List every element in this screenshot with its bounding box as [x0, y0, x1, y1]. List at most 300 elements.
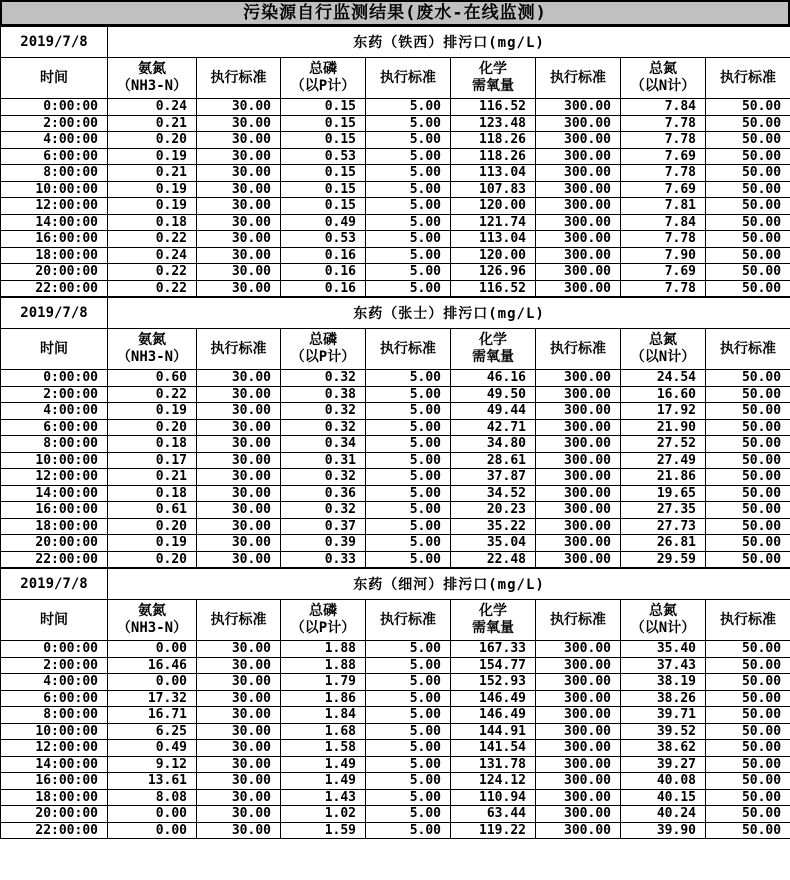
table-row: [1, 264, 790, 281]
cell-value: 107.83: [451, 181, 536, 198]
cell-value: 300.00: [536, 386, 621, 403]
col-header-line1: 总氮: [649, 332, 677, 348]
cell-value: 30.00: [197, 214, 281, 231]
col-header-line1: 执行标准: [210, 69, 267, 86]
cell-value: 300.00: [536, 707, 621, 724]
col-header-line2: （以N计）: [630, 349, 696, 365]
section-header-row: [1, 569, 790, 600]
cell-value: 50.00: [706, 502, 790, 519]
section-table-3: [0, 568, 790, 839]
cell-value: 1.84: [281, 707, 366, 724]
col-header-line1: 时间: [40, 69, 68, 86]
col-header-line2: （以N计）: [630, 620, 696, 636]
cell-value: 30.00: [197, 773, 281, 790]
cell-value: 5.00: [366, 214, 451, 231]
cell-value: 300.00: [536, 723, 621, 740]
cell-value: 0.15: [281, 198, 366, 215]
col-header-line2: （以P计）: [290, 620, 356, 636]
table-row: [1, 518, 790, 535]
cell-value: 20.23: [451, 502, 536, 519]
cell-value: 30.00: [197, 502, 281, 519]
cell-time: 8:00:00: [1, 165, 108, 182]
cell-value: 0.22: [108, 280, 197, 297]
cell-value: 30.00: [197, 822, 281, 839]
cell-time: 4:00:00: [1, 132, 108, 149]
cell-value: 5.00: [366, 198, 451, 215]
table-row: [1, 452, 790, 469]
col-header-line2: 需氧量: [472, 349, 514, 365]
table-row: [1, 535, 790, 552]
cell-value: 0.21: [108, 115, 197, 132]
col-header-3: [197, 600, 281, 641]
cell-value: 300.00: [536, 535, 621, 552]
report-title: 污染源自行监测结果(废水-在线监测): [0, 0, 790, 26]
cell-time: 18:00:00: [1, 518, 108, 535]
cell-value: 30.00: [197, 789, 281, 806]
cell-value: 5.00: [366, 551, 451, 568]
cell-value: 0.32: [281, 419, 366, 436]
cell-value: 0.39: [281, 535, 366, 552]
cell-value: 40.15: [621, 789, 706, 806]
col-header-line2: （NH3-N）: [116, 349, 188, 365]
cell-value: 1.02: [281, 806, 366, 823]
outlet-title: 东药（细河）排污口(mg/L): [108, 569, 790, 600]
cell-value: 30.00: [197, 165, 281, 182]
cell-value: 300.00: [536, 115, 621, 132]
cell-value: 50.00: [706, 370, 790, 387]
cell-value: 22.48: [451, 551, 536, 568]
cell-value: 9.12: [108, 756, 197, 773]
cell-value: 0.32: [281, 502, 366, 519]
cell-value: 42.71: [451, 419, 536, 436]
cell-value: 30.00: [197, 264, 281, 281]
table-row: [1, 386, 790, 403]
cell-value: 300.00: [536, 181, 621, 198]
cell-value: 300.00: [536, 99, 621, 116]
table-row: [1, 485, 790, 502]
column-header-row: [1, 58, 790, 99]
cell-value: 5.00: [366, 535, 451, 552]
cell-value: 37.43: [621, 657, 706, 674]
cell-value: 0.19: [108, 535, 197, 552]
cell-value: 29.59: [621, 551, 706, 568]
cell-value: 5.00: [366, 822, 451, 839]
cell-value: 5.00: [366, 148, 451, 165]
cell-value: 300.00: [536, 485, 621, 502]
cell-time: 6:00:00: [1, 690, 108, 707]
cell-time: 10:00:00: [1, 723, 108, 740]
cell-value: 6.25: [108, 723, 197, 740]
cell-value: 50.00: [706, 247, 790, 264]
cell-value: 141.54: [451, 740, 536, 757]
cell-value: 37.87: [451, 469, 536, 486]
cell-time: 12:00:00: [1, 198, 108, 215]
cell-value: 5.00: [366, 469, 451, 486]
cell-value: 1.59: [281, 822, 366, 839]
section-table-1: [0, 26, 790, 297]
cell-value: 5.00: [366, 707, 451, 724]
cell-value: 50.00: [706, 165, 790, 182]
cell-time: 2:00:00: [1, 115, 108, 132]
cell-value: 7.78: [621, 115, 706, 132]
report-sections: [0, 26, 790, 839]
cell-value: 118.26: [451, 148, 536, 165]
cell-value: 50.00: [706, 115, 790, 132]
col-header-7: [536, 329, 621, 370]
cell-time: 12:00:00: [1, 740, 108, 757]
cell-value: 50.00: [706, 690, 790, 707]
cell-value: 124.12: [451, 773, 536, 790]
cell-value: 0.20: [108, 551, 197, 568]
col-header-6: [451, 58, 536, 99]
cell-value: 5.00: [366, 181, 451, 198]
cell-time: 2:00:00: [1, 386, 108, 403]
cell-value: 5.00: [366, 485, 451, 502]
cell-value: 38.26: [621, 690, 706, 707]
col-header-2: [108, 600, 197, 641]
table-row: [1, 674, 790, 691]
cell-value: 0.22: [108, 264, 197, 281]
cell-time: 22:00:00: [1, 822, 108, 839]
table-row: [1, 99, 790, 116]
cell-value: 50.00: [706, 740, 790, 757]
cell-value: 300.00: [536, 436, 621, 453]
col-header-line2: （以N计）: [630, 78, 696, 94]
cell-value: 50.00: [706, 280, 790, 297]
cell-value: 5.00: [366, 452, 451, 469]
col-header-7: [536, 600, 621, 641]
cell-time: 8:00:00: [1, 707, 108, 724]
cell-value: 300.00: [536, 674, 621, 691]
table-row: [1, 403, 790, 420]
table-row: [1, 181, 790, 198]
cell-value: 30.00: [197, 231, 281, 248]
cell-value: 50.00: [706, 181, 790, 198]
cell-value: 300.00: [536, 657, 621, 674]
col-header-line1: 执行标准: [380, 340, 436, 357]
section-header-row: [1, 27, 790, 58]
col-header-line2: （以P计）: [290, 78, 356, 94]
col-header-line1: 总氮: [649, 61, 677, 77]
cell-value: 30.00: [197, 132, 281, 149]
cell-value: 5.00: [366, 657, 451, 674]
col-header-1: [1, 329, 108, 370]
cell-value: 30.00: [197, 723, 281, 740]
cell-value: 300.00: [536, 132, 621, 149]
cell-value: 0.38: [281, 386, 366, 403]
cell-value: 123.48: [451, 115, 536, 132]
cell-value: 17.92: [621, 403, 706, 420]
col-header-line1: 时间: [40, 340, 68, 357]
cell-time: 18:00:00: [1, 789, 108, 806]
cell-value: 50.00: [706, 641, 790, 658]
col-header-1: [1, 58, 108, 99]
table-row: [1, 214, 790, 231]
date-cell: 2019/7/8: [1, 27, 108, 58]
cell-value: 50.00: [706, 789, 790, 806]
cell-value: 40.24: [621, 806, 706, 823]
cell-value: 30.00: [197, 419, 281, 436]
cell-value: 300.00: [536, 740, 621, 757]
cell-value: 30.00: [197, 436, 281, 453]
cell-value: 30.00: [197, 657, 281, 674]
col-header-line2: 需氧量: [472, 620, 514, 636]
cell-value: 0.53: [281, 231, 366, 248]
cell-value: 300.00: [536, 247, 621, 264]
cell-value: 50.00: [706, 723, 790, 740]
cell-value: 50.00: [706, 132, 790, 149]
cell-time: 6:00:00: [1, 148, 108, 165]
cell-value: 0.16: [281, 247, 366, 264]
cell-value: 300.00: [536, 756, 621, 773]
cell-time: 14:00:00: [1, 214, 108, 231]
cell-value: 1.88: [281, 641, 366, 658]
section-table-2: [0, 297, 790, 568]
col-header-2: [108, 329, 197, 370]
cell-value: 30.00: [197, 756, 281, 773]
cell-value: 50.00: [706, 469, 790, 486]
cell-value: 0.19: [108, 198, 197, 215]
cell-value: 27.35: [621, 502, 706, 519]
cell-value: 16.46: [108, 657, 197, 674]
cell-value: 300.00: [536, 551, 621, 568]
cell-value: 30.00: [197, 386, 281, 403]
table-row: [1, 707, 790, 724]
cell-value: 30.00: [197, 518, 281, 535]
cell-value: 26.81: [621, 535, 706, 552]
cell-value: 30.00: [197, 641, 281, 658]
cell-value: 0.19: [108, 148, 197, 165]
table-row: [1, 773, 790, 790]
col-header-line1: 氨氮: [138, 603, 166, 619]
cell-value: 116.52: [451, 99, 536, 116]
cell-value: 7.69: [621, 264, 706, 281]
cell-value: 7.84: [621, 214, 706, 231]
cell-value: 8.08: [108, 789, 197, 806]
cell-value: 40.08: [621, 773, 706, 790]
cell-value: 5.00: [366, 518, 451, 535]
cell-value: 30.00: [197, 469, 281, 486]
cell-time: 8:00:00: [1, 436, 108, 453]
cell-value: 110.94: [451, 789, 536, 806]
cell-value: 50.00: [706, 214, 790, 231]
cell-value: 30.00: [197, 707, 281, 724]
col-header-4: [281, 58, 366, 99]
cell-value: 30.00: [197, 115, 281, 132]
cell-value: 0.15: [281, 181, 366, 198]
cell-value: 0.61: [108, 502, 197, 519]
outlet-title: 东药（铁西）排污口(mg/L): [108, 27, 790, 58]
cell-value: 50.00: [706, 264, 790, 281]
table-row: [1, 756, 790, 773]
cell-value: 131.78: [451, 756, 536, 773]
cell-value: 50.00: [706, 485, 790, 502]
table-row: [1, 641, 790, 658]
cell-value: 0.16: [281, 264, 366, 281]
cell-value: 34.52: [451, 485, 536, 502]
cell-value: 39.52: [621, 723, 706, 740]
col-header-line1: 执行标准: [720, 611, 777, 628]
cell-time: 0:00:00: [1, 99, 108, 116]
cell-time: 4:00:00: [1, 674, 108, 691]
cell-value: 13.61: [108, 773, 197, 790]
cell-value: 1.49: [281, 756, 366, 773]
cell-value: 113.04: [451, 165, 536, 182]
cell-value: 300.00: [536, 148, 621, 165]
cell-time: 6:00:00: [1, 419, 108, 436]
col-header-line1: 总磷: [309, 61, 337, 77]
cell-value: 300.00: [536, 198, 621, 215]
col-header-4: [281, 600, 366, 641]
col-header-6: [451, 600, 536, 641]
cell-value: 50.00: [706, 822, 790, 839]
cell-value: 0.32: [281, 370, 366, 387]
cell-value: 5.00: [366, 132, 451, 149]
col-header-line1: 总磷: [309, 332, 337, 348]
cell-time: 20:00:00: [1, 264, 108, 281]
cell-value: 5.00: [366, 436, 451, 453]
cell-value: 5.00: [366, 690, 451, 707]
cell-value: 30.00: [197, 485, 281, 502]
cell-value: 300.00: [536, 773, 621, 790]
cell-value: 39.90: [621, 822, 706, 839]
cell-value: 39.27: [621, 756, 706, 773]
column-header-row: [1, 329, 790, 370]
cell-value: 5.00: [366, 419, 451, 436]
table-row: [1, 806, 790, 823]
cell-value: 16.60: [621, 386, 706, 403]
cell-time: 20:00:00: [1, 535, 108, 552]
cell-time: 14:00:00: [1, 485, 108, 502]
cell-time: 18:00:00: [1, 247, 108, 264]
cell-value: 300.00: [536, 165, 621, 182]
col-header-line2: （NH3-N）: [116, 78, 188, 94]
cell-value: 300.00: [536, 690, 621, 707]
cell-value: 30.00: [197, 403, 281, 420]
cell-value: 121.74: [451, 214, 536, 231]
cell-time: 0:00:00: [1, 641, 108, 658]
table-row: [1, 551, 790, 568]
cell-value: 5.00: [366, 789, 451, 806]
cell-value: 300.00: [536, 231, 621, 248]
cell-value: 300.00: [536, 518, 621, 535]
cell-value: 300.00: [536, 789, 621, 806]
cell-value: 30.00: [197, 551, 281, 568]
col-header-line1: 执行标准: [210, 340, 267, 357]
cell-value: 5.00: [366, 740, 451, 757]
col-header-line1: 执行标准: [550, 69, 606, 86]
cell-value: 34.80: [451, 436, 536, 453]
cell-value: 27.73: [621, 518, 706, 535]
table-row: [1, 231, 790, 248]
cell-value: 0.21: [108, 165, 197, 182]
cell-value: 120.00: [451, 247, 536, 264]
cell-value: 24.54: [621, 370, 706, 387]
cell-value: 35.40: [621, 641, 706, 658]
cell-value: 0.49: [281, 214, 366, 231]
cell-value: 27.49: [621, 452, 706, 469]
cell-time: 10:00:00: [1, 452, 108, 469]
col-header-line1: 执行标准: [380, 611, 436, 628]
col-header-line2: （NH3-N）: [116, 620, 188, 636]
table-row: [1, 370, 790, 387]
col-header-line2: 需氧量: [472, 78, 514, 94]
cell-time: 20:00:00: [1, 806, 108, 823]
cell-value: 5.00: [366, 115, 451, 132]
cell-value: 300.00: [536, 403, 621, 420]
cell-value: 5.00: [366, 99, 451, 116]
col-header-8: [621, 329, 706, 370]
cell-value: 1.43: [281, 789, 366, 806]
col-header-line2: （以P计）: [290, 349, 356, 365]
col-header-line1: 化学: [479, 332, 507, 348]
table-row: [1, 165, 790, 182]
cell-value: 17.32: [108, 690, 197, 707]
table-row: [1, 198, 790, 215]
cell-value: 7.90: [621, 247, 706, 264]
cell-time: 2:00:00: [1, 657, 108, 674]
col-header-5: [366, 58, 451, 99]
cell-value: 50.00: [706, 806, 790, 823]
cell-value: 1.88: [281, 657, 366, 674]
cell-value: 0.20: [108, 419, 197, 436]
cell-value: 1.58: [281, 740, 366, 757]
outlet-title: 东药（张士）排污口(mg/L): [108, 298, 790, 329]
col-header-1: [1, 600, 108, 641]
cell-value: 5.00: [366, 264, 451, 281]
cell-value: 50.00: [706, 756, 790, 773]
cell-value: 50.00: [706, 707, 790, 724]
table-row: [1, 657, 790, 674]
cell-value: 118.26: [451, 132, 536, 149]
cell-value: 50.00: [706, 436, 790, 453]
cell-time: 22:00:00: [1, 280, 108, 297]
cell-value: 0.16: [281, 280, 366, 297]
col-header-line1: 执行标准: [720, 69, 777, 86]
col-header-9: [706, 600, 790, 641]
col-header-3: [197, 329, 281, 370]
cell-value: 0.36: [281, 485, 366, 502]
cell-value: 50.00: [706, 535, 790, 552]
cell-value: 0.60: [108, 370, 197, 387]
cell-time: 0:00:00: [1, 370, 108, 387]
cell-value: 126.96: [451, 264, 536, 281]
cell-value: 30.00: [197, 280, 281, 297]
cell-value: 300.00: [536, 264, 621, 281]
cell-value: 50.00: [706, 773, 790, 790]
cell-value: 21.86: [621, 469, 706, 486]
col-header-5: [366, 329, 451, 370]
cell-value: 30.00: [197, 535, 281, 552]
cell-value: 30.00: [197, 370, 281, 387]
cell-value: 30.00: [197, 99, 281, 116]
cell-value: 7.84: [621, 99, 706, 116]
cell-value: 0.15: [281, 115, 366, 132]
col-header-line1: 时间: [40, 611, 68, 628]
cell-time: 16:00:00: [1, 773, 108, 790]
cell-value: 5.00: [366, 247, 451, 264]
cell-value: 50.00: [706, 99, 790, 116]
cell-value: 50.00: [706, 148, 790, 165]
cell-value: 0.00: [108, 806, 197, 823]
cell-value: 0.20: [108, 132, 197, 149]
cell-value: 16.71: [108, 707, 197, 724]
cell-value: 0.15: [281, 165, 366, 182]
col-header-line1: 执行标准: [210, 611, 267, 628]
cell-value: 28.61: [451, 452, 536, 469]
cell-time: 10:00:00: [1, 181, 108, 198]
cell-value: 30.00: [197, 806, 281, 823]
